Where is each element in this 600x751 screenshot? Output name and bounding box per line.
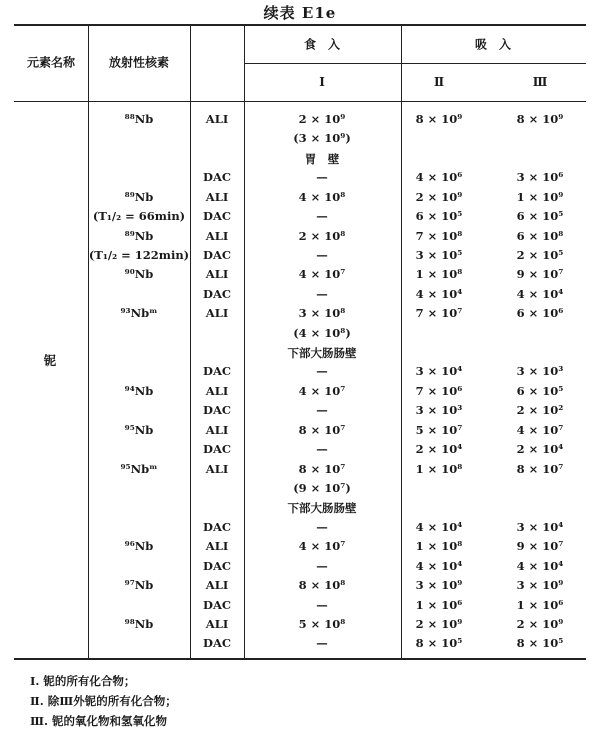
cell-inhalation-iii: 6 × 10⁵ [516, 209, 564, 224]
cell-inhalation-ii: 5 × 10⁷ [415, 422, 463, 437]
cell-ingestion: 8 × 10⁷ [298, 422, 346, 437]
cell-ingestion: 4 × 10⁷ [298, 267, 346, 282]
bottom-rule [14, 658, 586, 660]
cell-type: ALI [205, 306, 229, 321]
cell-type: ALI [205, 267, 229, 282]
cell-inhalation-iii: 4 × 10⁷ [516, 422, 564, 437]
cell-inhalation-iii: 9 × 10⁷ [516, 539, 564, 554]
cell-inhalation-iii: 8 × 10⁹ [516, 112, 564, 126]
cell-type: DAC [202, 247, 232, 262]
cell-ingestion: — [316, 247, 328, 262]
cell-inhalation-ii: 8 × 10⁹ [415, 112, 463, 126]
cell-type: ALI [205, 383, 229, 398]
cell-inhalation-iii: 8 × 10⁷ [516, 461, 564, 476]
cell-inhalation-iii: 2 × 10² [516, 403, 564, 418]
table-title: 续表 E1e [263, 4, 337, 22]
cell-type: ALI [205, 112, 229, 126]
cell-inhalation-iii: 8 × 10⁵ [516, 636, 564, 651]
note-i: Ⅰ. 铌的所有化合物； [30, 674, 136, 688]
cell-type: ALI [205, 228, 229, 243]
cell-nuclide: ⁸⁸Nb [124, 112, 154, 126]
cell-inhalation-ii: 1 × 10⁸ [415, 461, 463, 476]
col-divider-element [88, 25, 89, 659]
cell-inhalation-ii: 3 × 10⁵ [415, 247, 463, 262]
subheader-rule [244, 63, 586, 64]
cell-nuclide: ⁹⁶Nb [124, 539, 154, 554]
col-divider-nuclide [190, 25, 191, 659]
header-nuclide: 放射性核素 [108, 55, 170, 70]
cell-inhalation-ii: 3 × 10³ [415, 403, 463, 418]
cell-nuclide: ⁹⁷Nb [124, 578, 154, 593]
cell-nuclide: ⁹⁸Nb [124, 616, 154, 631]
header-col-ii: Ⅱ [433, 75, 445, 89]
cell-ingestion: — [316, 519, 328, 534]
cell-ingestion: 下部大肠肠壁 [287, 346, 357, 361]
cell-type: ALI [205, 539, 229, 554]
cell-inhalation-ii: 4 × 10⁴ [415, 558, 463, 573]
top-rule [14, 24, 586, 26]
cell-type: DAC [202, 636, 232, 651]
cell-inhalation-ii: 4 × 10⁴ [415, 519, 463, 534]
cell-ingestion: 8 × 10⁷ [298, 461, 346, 476]
cell-type: ALI [205, 422, 229, 437]
note-ii: Ⅱ. 除Ⅲ外铌的所有化合物； [30, 694, 177, 708]
cell-ingestion: — [316, 403, 328, 418]
header-inhalation: 吸 入 [474, 37, 512, 52]
cell-nuclide: ⁸⁹Nb [124, 189, 154, 204]
cell-inhalation-iii: 2 × 10⁵ [516, 247, 564, 262]
cell-ingestion: 2 × 10⁹ [298, 112, 346, 126]
cell-ingestion: 下部大肠肠壁 [287, 501, 357, 516]
cell-inhalation-iii: 6 × 10⁸ [516, 228, 564, 243]
cell-inhalation-ii: 6 × 10⁵ [415, 209, 463, 224]
cell-inhalation-ii: 3 × 10⁴ [415, 364, 463, 379]
cell-inhalation-ii: 7 × 10⁸ [415, 228, 463, 243]
cell-inhalation-ii: 7 × 10⁷ [415, 306, 463, 321]
cell-ingestion: 4 × 10⁸ [298, 189, 346, 204]
cell-nuclide: ⁹⁰Nb [124, 267, 154, 282]
cell-nuclide: ⁹⁴Nb [124, 383, 154, 398]
cell-inhalation-iii: 3 × 10⁹ [516, 578, 564, 593]
cell-inhalation-ii: 1 × 10⁸ [415, 539, 463, 554]
cell-inhalation-iii: 6 × 10⁶ [516, 306, 564, 321]
cell-nuclide: ⁹⁵Nb [124, 422, 154, 437]
header-ingestion: 食 入 [303, 37, 341, 52]
cell-type: DAC [202, 558, 232, 573]
cell-inhalation-iii: 4 × 10⁴ [516, 558, 564, 573]
col-divider-type [244, 25, 245, 659]
cell-inhalation-ii: 2 × 10⁹ [415, 189, 463, 204]
cell-ingestion: 胃 壁 [304, 151, 340, 166]
cell-ingestion: 3 × 10⁸ [298, 306, 346, 321]
cell-inhalation-iii: 1 × 10⁶ [516, 597, 564, 612]
cell-type: DAC [202, 209, 232, 224]
cell-inhalation-ii: 7 × 10⁶ [415, 383, 463, 398]
cell-ingestion: (9 × 10⁷) [293, 480, 351, 495]
cell-inhalation-ii: 1 × 10⁶ [415, 597, 463, 612]
cell-nuclide: ⁹³Nbᵐ [120, 306, 158, 321]
cell-nuclide: (T₁/₂ = 122min) [88, 247, 190, 262]
cell-inhalation-iii: 1 × 10⁹ [516, 189, 564, 204]
cell-inhalation-ii: 8 × 10⁵ [415, 636, 463, 651]
note-iii: Ⅲ. 铌的氧化物和氢氧化物 [30, 714, 168, 728]
cell-type: ALI [205, 578, 229, 593]
cell-inhalation-ii: 4 × 10⁶ [415, 170, 463, 185]
cell-ingestion: (3 × 10⁹) [293, 131, 351, 146]
cell-ingestion: 2 × 10⁸ [298, 228, 346, 243]
cell-type: DAC [202, 170, 232, 185]
cell-inhalation-ii: 1 × 10⁸ [415, 267, 463, 282]
cell-type: DAC [202, 286, 232, 301]
cell-inhalation-ii: 3 × 10⁹ [415, 578, 463, 593]
cell-nuclide: ⁹⁵Nbᵐ [120, 461, 158, 476]
cell-type: DAC [202, 597, 232, 612]
cell-ingestion: — [316, 597, 328, 612]
cell-ingestion: — [316, 442, 328, 457]
header-bottom-rule [14, 101, 586, 102]
cell-inhalation-iii: 3 × 10³ [516, 364, 564, 379]
cell-type: ALI [205, 189, 229, 204]
header-col-iii: Ⅲ [532, 75, 548, 89]
cell-type: DAC [202, 403, 232, 418]
cell-inhalation-iii: 3 × 10⁴ [516, 519, 564, 534]
cell-ingestion: — [316, 364, 328, 379]
cell-ingestion: — [316, 209, 328, 224]
cell-ingestion: — [316, 170, 328, 185]
cell-inhalation-iii: 4 × 10⁴ [516, 286, 564, 301]
cell-inhalation-iii: 2 × 10⁹ [516, 616, 564, 631]
cell-inhalation-ii: 2 × 10⁹ [415, 616, 463, 631]
cell-ingestion: — [316, 636, 328, 651]
cell-ingestion: 4 × 10⁷ [298, 383, 346, 398]
col-divider-ingestion [401, 25, 402, 659]
cell-type: DAC [202, 519, 232, 534]
header-col-i: Ⅰ [319, 75, 325, 89]
cell-type: ALI [205, 616, 229, 631]
cell-inhalation-iii: 2 × 10⁴ [516, 442, 564, 457]
cell-type: ALI [205, 461, 229, 476]
header-element: 元素名称 [26, 55, 76, 70]
cell-nuclide: (T₁/₂ = 66min) [92, 209, 186, 224]
cell-inhalation-iii: 9 × 10⁷ [516, 267, 564, 282]
cell-type: DAC [202, 364, 232, 379]
cell-ingestion: 8 × 10⁸ [298, 578, 346, 593]
cell-inhalation-ii: 4 × 10⁴ [415, 286, 463, 301]
cell-type: DAC [202, 442, 232, 457]
cell-ingestion: 5 × 10⁸ [298, 616, 346, 631]
cell-inhalation-iii: 3 × 10⁶ [516, 170, 564, 185]
cell-ingestion: 4 × 10⁷ [298, 539, 346, 554]
cell-nuclide: ⁸⁹Nb [124, 228, 154, 243]
cell-ingestion: — [316, 558, 328, 573]
cell-inhalation-iii: 6 × 10⁵ [516, 383, 564, 398]
cell-ingestion: (4 × 10⁸) [293, 325, 351, 340]
element-name: 铌 [43, 353, 57, 368]
cell-inhalation-ii: 2 × 10⁴ [415, 442, 463, 457]
cell-ingestion: — [316, 286, 328, 301]
